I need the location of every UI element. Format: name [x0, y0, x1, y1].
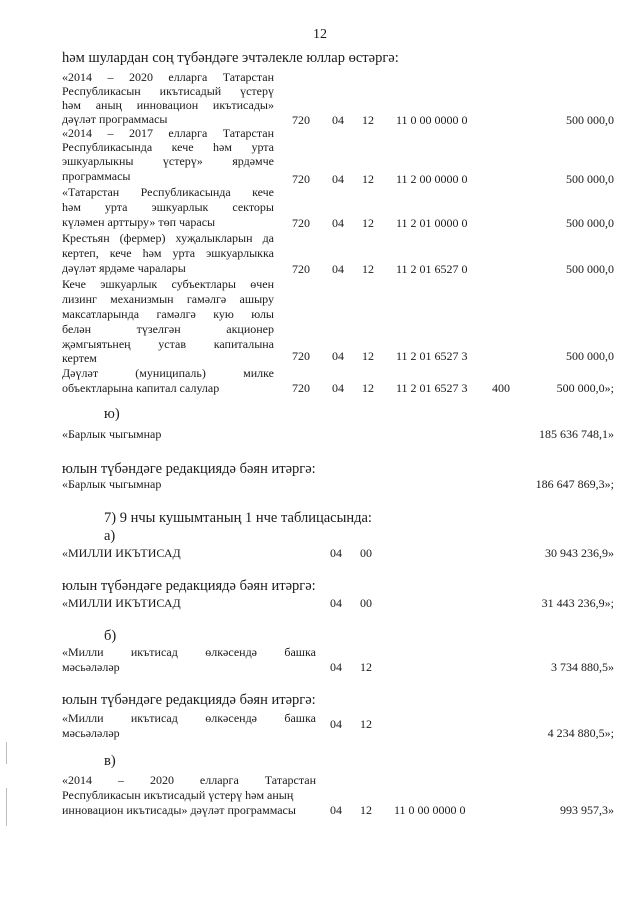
row-name-line: «2014 – 2017 елларга Татарстан: [62, 126, 274, 140]
row-name-line: җәмгыятьнең устав капиталына: [62, 337, 274, 351]
ved-code: 720: [292, 262, 310, 276]
row-name-line: лизинг механизмын гамәлгә ашыру: [62, 292, 274, 306]
rz-code: 04: [332, 216, 344, 230]
item-label: ю): [104, 406, 120, 422]
rz-code: 04: [330, 546, 342, 560]
row-name-line: «Татарстан Республикасында кече: [62, 185, 274, 199]
row-name-line: «2014 – 2020 елларга Татарстан: [62, 773, 316, 787]
replace-intro: юлын түбәндәге редакциядә бәян итәргә:: [62, 692, 316, 708]
row-name-line: Кече эшкуарлык субъектлары өчен: [62, 277, 274, 291]
ved-code: 720: [292, 216, 310, 230]
pr-code: 12: [362, 216, 374, 230]
row-name-line: дәүләт ярдәме чаралары: [62, 261, 186, 275]
csr-code: 11 2 01 6527 0: [396, 262, 468, 276]
pr-code: 12: [362, 262, 374, 276]
row-name-line: программасы: [62, 169, 131, 183]
csr-code: 11 2 00 0000 0: [396, 172, 468, 186]
rz-code: 04: [330, 803, 342, 817]
pr-code: 12: [362, 113, 374, 127]
amount: 500 000,0: [566, 113, 614, 127]
page-number: 12: [313, 27, 327, 42]
row-name-line: «2014 – 2020 елларга Татарстан: [62, 70, 274, 84]
row-name-line: инновацион икътисады» дәүләт программасы: [62, 803, 296, 817]
amount: 993 957,3»: [560, 803, 614, 817]
row-name: «МИЛЛИ ИКЪТИСАД: [62, 546, 181, 560]
pr-code: 12: [360, 803, 372, 817]
row-name-line: объектларына капитал салулар: [62, 381, 220, 395]
row-name-line: мәсьәләләр: [62, 660, 120, 674]
replace-intro: юлын түбәндәге редакциядә бәян итәргә:: [62, 461, 316, 477]
amount: 186 647 869,3»;: [535, 477, 614, 491]
vr-code: 400: [492, 381, 510, 395]
item-label: б): [104, 628, 117, 644]
row-name-line: кертем: [62, 351, 97, 365]
amount: 500 000,0: [566, 172, 614, 186]
section-heading: 7) 9 нчы кушымтаның 1 нче таблицасында:: [104, 510, 372, 526]
ved-code: 720: [292, 172, 310, 186]
replace-intro: юлын түбәндәге редакциядә бәян итәргә:: [62, 578, 316, 594]
row-name-line: Республикасын икътисадый үстерү һәм аның: [62, 788, 294, 802]
row-name-line: белән түзелгән акционер: [62, 322, 274, 336]
row-name-line: Дәүләт (муниципаль) милке: [62, 366, 274, 380]
csr-code: 11 2 01 6527 3: [396, 381, 468, 395]
row-name-line: дәүләт программасы: [62, 112, 168, 126]
rz-code: 04: [332, 381, 344, 395]
row-name: «Барлык чыгымнар: [62, 427, 162, 441]
section-intro: һәм шулардан соң түбәндәге эчтәлекле юллар өстәргә:: [62, 50, 399, 66]
pr-code: 12: [360, 717, 372, 731]
amount: 4 234 880,5»;: [547, 726, 614, 740]
row-name-line: кертеп, кече һәм урта эшкуарлыкка: [62, 246, 274, 260]
pr-code: 12: [360, 660, 372, 674]
row-name-line: максатларында гамәлгә кую юлы: [62, 307, 274, 321]
amount: 185 636 748,1»: [539, 427, 614, 441]
row-name-line: һәм аның инновацион икътисады»: [62, 98, 274, 112]
pr-code: 00: [360, 546, 372, 560]
scan-mark: [6, 742, 7, 764]
scan-mark: [6, 788, 7, 826]
amount: 30 943 236,9»: [545, 546, 614, 560]
amount: 3 734 880,5»: [551, 660, 614, 674]
ved-code: 720: [292, 349, 310, 363]
row-name-line: һәм урта эшкуарлык секторы: [62, 200, 274, 214]
amount: 500 000,0»;: [556, 381, 614, 395]
rz-code: 04: [332, 349, 344, 363]
pr-code: 12: [362, 172, 374, 186]
row-name-line: Республикасында кече һәм урта: [62, 140, 274, 154]
row-name-line: Республикасын икътисадый үстерү: [62, 84, 274, 98]
csr-code: 11 0 00 0000 0: [396, 113, 468, 127]
row-name: «Барлык чыгымнар: [62, 477, 162, 491]
ved-code: 720: [292, 381, 310, 395]
rz-code: 04: [332, 113, 344, 127]
ved-code: 720: [292, 113, 310, 127]
amount: 500 000,0: [566, 216, 614, 230]
amount: 500 000,0: [566, 349, 614, 363]
rz-code: 04: [330, 596, 342, 610]
item-label: а): [104, 528, 116, 544]
row-name-line: күләмен арттыру» төп чарасы: [62, 215, 216, 229]
pr-code: 00: [360, 596, 372, 610]
row-name-line: эшкуарлыкны үстерү» ярдәмче: [62, 154, 274, 168]
row-name: «МИЛЛИ ИКЪТИСАД: [62, 596, 181, 610]
amount: 31 443 236,9»;: [541, 596, 614, 610]
amount: 500 000,0: [566, 262, 614, 276]
row-name-line: Крестьян (фермер) хуҗалыкларын да: [62, 231, 274, 245]
pr-code: 12: [362, 381, 374, 395]
rz-code: 04: [330, 660, 342, 674]
row-name-line: мәсьәләләр: [62, 726, 120, 740]
row-name-line: «Милли икътисад өлкәсендә башка: [62, 645, 316, 659]
item-label: в): [104, 753, 116, 769]
csr-code: 11 2 01 0000 0: [396, 216, 468, 230]
csr-code: 11 0 00 0000 0: [394, 803, 466, 817]
row-name-line: «Милли икътисад өлкәсендә башка: [62, 711, 316, 725]
csr-code: 11 2 01 6527 3: [396, 349, 468, 363]
rz-code: 04: [330, 717, 342, 731]
rz-code: 04: [332, 262, 344, 276]
pr-code: 12: [362, 349, 374, 363]
rz-code: 04: [332, 172, 344, 186]
